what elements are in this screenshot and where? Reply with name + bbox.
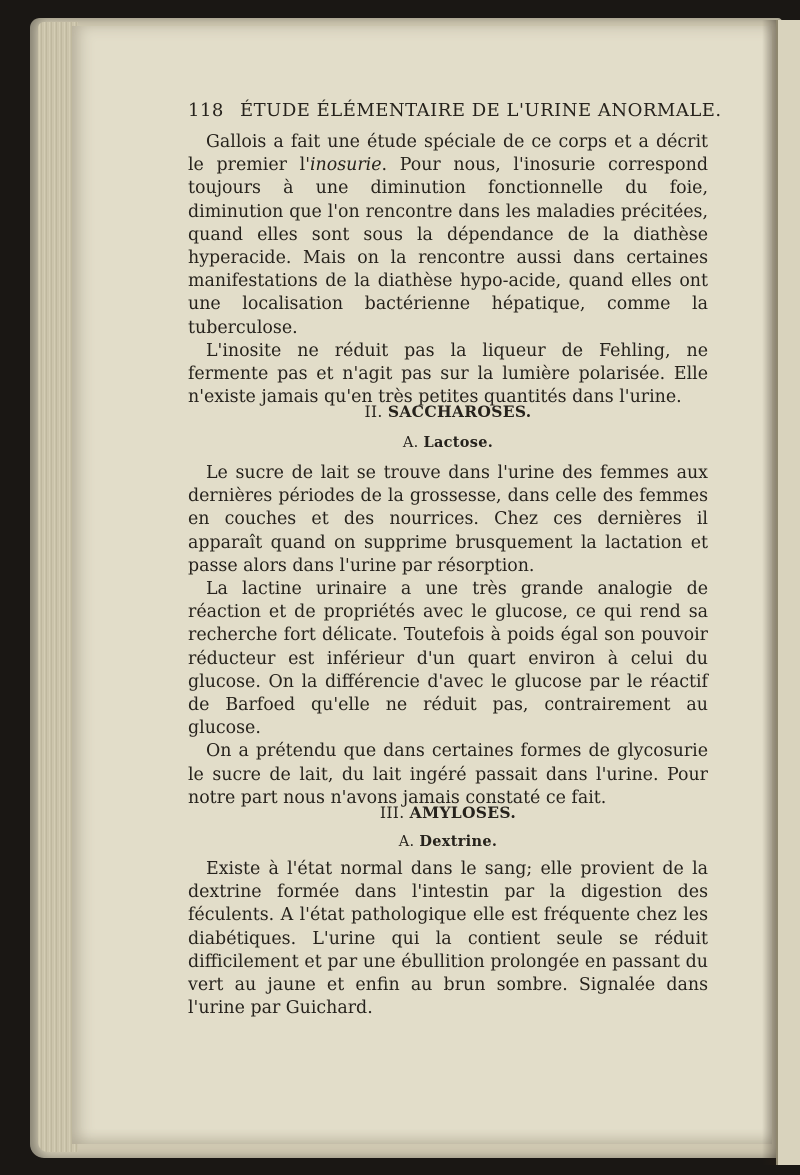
paragraph: La lactine urinaire a une très grande analogie de réaction et de propriétés avec le glucose, ce qui rend sa recherche fort délicate. Toutefois à poids égal son pouvoir réducteur est inférieur d'un quart environ à celui du glucose. On la différencie d'avec le glucose par le réactif de Barfoed qu'elle ne réduit pas, contrairement au glucose. <box>188 579 708 739</box>
paragraph: On a prétendu que dans certaines formes de glycosurie le sucre de lait, du lait ingéré passait dans l'urine. Pour notre part nous n'avons jamais constaté ce fait. <box>188 741 708 808</box>
paragraph: L'inosite ne réduit pas la liqueur de Fehling, ne fermente pas et n'agit pas sur la lumière polarisée. Elle n'existe jamais qu'en très petites quantités dans l'urine. <box>188 340 708 408</box>
running-title: ÉTUDE ÉLÉMENTAIRE DE L'URINE ANORMALE. <box>240 100 722 121</box>
section-heading-saccharoses: II. SACCHAROSES. <box>364 402 532 421</box>
section-dextrine-text <box>188 858 708 1020</box>
facing-page-edge <box>776 20 800 1165</box>
section-lactose-text <box>188 462 708 810</box>
section-inosite-text <box>188 131 708 409</box>
section-heading-amyloses: III. AMYLOSES. <box>379 803 517 822</box>
paragraph: Le sucre de lait se trouve dans l'urine des femmes aux dernières périodes de la grossesse, dans celle des femmes en couches et des nourrices. Chez ces dernières il apparaît quand on supprime brusquement la lactation et passe alors dans l'urine par résorption. <box>188 463 708 576</box>
running-header <box>188 100 722 121</box>
subheading-lactose: A. Lactose. <box>402 434 494 451</box>
paragraph: Existe à l'état normal dans le sang; elle provient de la dextrine formée dans l'intestin par la digestion des féculents. A l'état pathologique elle est fréquente chez les diabétiques. L'urine qui la contient seule se réduit difficilement et par une ébullition prolongée en passant du vert au jaune et enfin au brun sombre. Signalée dans l'urine par Guichard. <box>188 859 708 1019</box>
page-number: 118 <box>188 100 224 121</box>
paragraph: Gallois a fait une étude spéciale de ce corps et a décrit le premier l'inosurie. Pour nous, l'inosurie correspond toujours à une diminution fonctionnelle du foie, diminution que l'on rencontre dans les maladies précitées, quand elles sont sous la dépendance de la diathèse hyperacide. Mais on la rencontre aussi dans certaines manifestations de la diathèse hypo-acide, quand elles ont une localisation bactérienne hépatique, comme la tuberculose. <box>188 132 708 338</box>
subheading-dextrine: A. Dextrine. <box>398 833 498 850</box>
